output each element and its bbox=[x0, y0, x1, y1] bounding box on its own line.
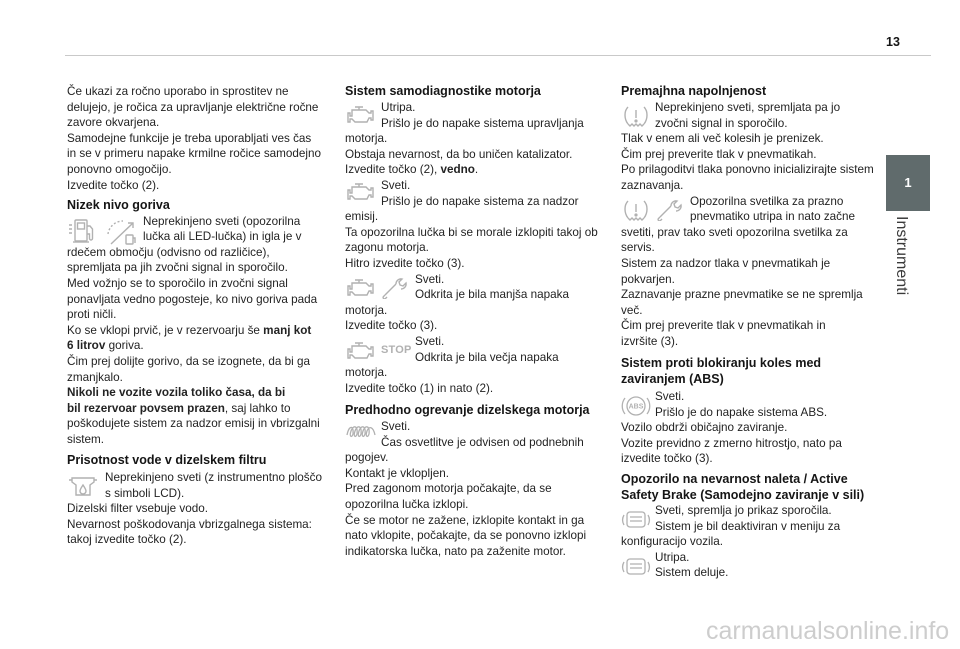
text-line: Sveti, spremlja jo prikaz sporočila. bbox=[655, 504, 832, 517]
text-line: delujejo, je ročica za upravljanje električne ročne bbox=[67, 100, 319, 114]
title-line: Opozorilo na nevarnost naleta / Active bbox=[621, 472, 848, 486]
watermark: carmanualsonline.info bbox=[706, 617, 950, 645]
text-line: servis. bbox=[621, 241, 655, 255]
bold-text-run: 6 litrov bbox=[67, 339, 106, 353]
text-line: zvočni signal in sporočilo. bbox=[655, 116, 788, 130]
text-line: ponavljata vedno pogosteje, ko nivo goriva pada bbox=[67, 292, 318, 306]
text-line: Po prilagoditvi tlaka ponovno inicializirajte sistem bbox=[621, 163, 874, 177]
text-line: Med vožnjo se to sporočilo in zvočni signal bbox=[67, 276, 288, 290]
text-line: Pred zagonom motorja počakajte, da se bbox=[345, 482, 552, 496]
text-line: Sveti. bbox=[381, 420, 411, 433]
text-line bbox=[345, 162, 598, 178]
text-line: Kontakt je vklopljen. bbox=[345, 466, 449, 480]
text-run: Ko se vklopi prvič, je v rezervoarju še bbox=[67, 323, 264, 337]
text-line bbox=[67, 323, 320, 339]
text-line: in se v primeru napake krmilne ročice samodejno bbox=[67, 147, 321, 161]
text-line: Obstaja nevarnost, da bo uničen katalizator. bbox=[345, 147, 573, 161]
text-line: Izvedite točko (3). bbox=[345, 319, 438, 333]
section-title-tyre-pressure: Premajhna napolnjenost bbox=[621, 84, 767, 98]
text-line: pogojev. bbox=[345, 451, 389, 465]
abs-icon-label: ABS bbox=[628, 403, 644, 411]
text-line: Hitro izvedite točko (3). bbox=[345, 256, 465, 270]
section-title-engine-diagnostics: Sistem samodiagnostike motorja bbox=[345, 84, 541, 98]
text-line: Izvedite točko (2). bbox=[67, 178, 160, 192]
text-line: indikatorska lučka, nato pa zaženite motor. bbox=[345, 544, 566, 558]
text-line: Neprekinjeno sveti (z instrumentno ploščo bbox=[105, 471, 322, 484]
text-line: sistem. bbox=[67, 432, 105, 446]
text-line: Čim prej preverite tlak v pnevmatikah in bbox=[621, 319, 826, 333]
text-line: Če se motor ne zažene, izklopite kontakt in ga bbox=[345, 513, 585, 527]
text-line: poškodujete sistem za nadzor emisij in vbrizgalni bbox=[67, 417, 320, 431]
text-line: Ta opozorilna lučka bi se morale izklopiti takoj ob bbox=[345, 225, 598, 239]
text-line: Vozite previdno z zmerno hitrostjo, nato pa bbox=[621, 436, 842, 450]
text-line: spremljata pa jih zvočni signal in sporočilo. bbox=[67, 261, 288, 275]
text-line: zagonu motorja. bbox=[345, 241, 429, 255]
text-line: takoj izvedite točko (2). bbox=[67, 533, 187, 547]
text-line: Sistem deluje. bbox=[655, 566, 729, 580]
page-number: 13 bbox=[886, 35, 900, 49]
text-line: Prišlo je do napake sistema za nadzor bbox=[381, 194, 579, 208]
text-line: ponovno omogočijo. bbox=[67, 162, 172, 176]
text-line: proti ničli. bbox=[67, 308, 117, 322]
text-line: Prišlo je do napake sistema upravljanja bbox=[381, 116, 584, 130]
text-line: Neprekinjeno sveti (opozorilna bbox=[143, 214, 301, 228]
text-line: Čas osvetlitve je odvisen od podnebnih bbox=[381, 435, 584, 449]
abs-text bbox=[621, 389, 842, 467]
text-line: rdečem območju (odvisno od različice), bbox=[67, 245, 270, 259]
bold-text-run: bil rezervoar povsem prazen bbox=[67, 401, 225, 415]
text-line: Nevarnost poškodovanja vbrizgalnega sistema: bbox=[67, 517, 312, 531]
text-line: Neprekinjeno sveti, spremljata pa jo bbox=[655, 101, 841, 114]
bold-text-run: Nikoli ne vozite vozila toliko časa, da bi bbox=[67, 386, 286, 400]
text-line: lučka ali LED-lučka) in igla je v bbox=[143, 230, 302, 244]
text-line bbox=[67, 385, 320, 401]
text-line: izvršite (3). bbox=[621, 334, 679, 348]
text-run: . bbox=[474, 163, 479, 177]
text-line: izvedite točko (3). bbox=[621, 452, 713, 466]
text-line: s simboli LCD). bbox=[105, 486, 185, 500]
title-line: Sistem proti blokiranju koles med bbox=[621, 356, 822, 370]
text-line: Čim prej preverite tlak v pnevmatikah. bbox=[621, 147, 817, 161]
text-line: več. bbox=[621, 303, 643, 317]
text-line: Tlak v enem ali več kolesih je prenizek. bbox=[621, 132, 824, 146]
tyre-pressure-text bbox=[621, 100, 874, 350]
text-line: motorja. bbox=[345, 366, 388, 380]
text-line: Odkrita je bila manjša napaka bbox=[415, 288, 569, 302]
text-line bbox=[67, 401, 320, 417]
text-line: Izvedite točko (1) in nato (2). bbox=[345, 381, 494, 395]
text-line: motorja. bbox=[345, 303, 388, 317]
text-line: Sveti. bbox=[655, 390, 685, 403]
bold-text-run: manj kot bbox=[263, 323, 312, 337]
text-line: Če ukazi za ročno uporabo in sprostitev ne bbox=[67, 85, 289, 98]
text-line: Dizelski filter vsebuje vodo. bbox=[67, 502, 208, 516]
text-line: pnevmatiko utripa in nato začne bbox=[690, 210, 856, 224]
text-line: Sveti. bbox=[381, 178, 411, 192]
intro-text bbox=[67, 84, 321, 193]
header-rule bbox=[65, 55, 931, 56]
text-line: Vozilo obdrži običajno zaviranje. bbox=[621, 421, 788, 435]
text-line: Sveti. bbox=[415, 272, 445, 286]
section-title-diesel-preheat: Predhodno ogrevanje dizelskega motorja bbox=[345, 403, 590, 417]
chapter-title: Instrumenti bbox=[893, 216, 910, 296]
text-line: konfiguracijo vozila. bbox=[621, 535, 723, 549]
title-line: zaviranjem (ABS) bbox=[621, 371, 724, 386]
text-line: pokvarjen. bbox=[621, 272, 675, 286]
text-line: svetiti, prav tako sveti opozorilna svetilka za bbox=[621, 225, 848, 239]
water-in-diesel-text bbox=[67, 470, 322, 548]
engine-diagnostics-text bbox=[345, 100, 598, 396]
text-line: motorja. bbox=[345, 132, 388, 146]
text-line: Čim prej dolijte gorivo, da se izognete, da bi ga bbox=[67, 354, 310, 368]
diesel-preheat-text bbox=[345, 419, 586, 559]
collision-alert-text bbox=[621, 503, 840, 581]
section-title-abs bbox=[621, 356, 821, 387]
text-line: Sveti. bbox=[415, 334, 445, 348]
text-line: Utripa. bbox=[655, 550, 690, 564]
text-line: opozorilna lučka izklopi. bbox=[345, 497, 469, 511]
text-line: zaznavanja. bbox=[621, 178, 684, 192]
text-run: Izvedite točko (2), bbox=[345, 163, 441, 177]
stop-icon: STOP bbox=[381, 344, 412, 356]
text-line: Zaznavanje prazne pnevmatike se ne spremlja bbox=[621, 288, 863, 302]
text-line: Utripa. bbox=[381, 101, 416, 114]
text-line: Opozorilna svetilka za prazno bbox=[690, 194, 844, 208]
title-line: Safety Brake (Samodejno zaviranje v sili) bbox=[621, 487, 865, 502]
low-fuel-text bbox=[67, 214, 320, 448]
text-line: zavore okvarjena. bbox=[67, 116, 160, 130]
text-run: goriva. bbox=[105, 339, 144, 353]
section-title-water-in-diesel: Prisotnost vode v dizelskem filtru bbox=[67, 453, 267, 467]
text-line: Samodejne funkcije je treba uporabljati ves čas bbox=[67, 131, 312, 145]
text-line: zmanjkalo. bbox=[67, 370, 123, 384]
text-run: , saj lahko to bbox=[224, 401, 291, 415]
text-line: nato vklopite, počakajte, da se ponovno izklopi bbox=[345, 529, 587, 543]
text-line: Odkrita je bila večja napaka bbox=[415, 350, 559, 364]
text-line: emisij. bbox=[345, 210, 379, 224]
text-line: Prišlo je do napake sistema ABS. bbox=[655, 405, 828, 419]
text-line bbox=[67, 338, 320, 354]
section-title-collision-alert bbox=[621, 472, 864, 503]
bold-text-run: vedno bbox=[440, 163, 475, 177]
section-title-low-fuel: Nizek nivo goriva bbox=[67, 198, 170, 212]
text-line: Sistem za nadzor tlaka v pnevmatikah je bbox=[621, 256, 831, 270]
text-line: Sistem je bil deaktiviran v meniju za bbox=[655, 519, 841, 533]
chapter-tab: 1 bbox=[886, 155, 930, 211]
